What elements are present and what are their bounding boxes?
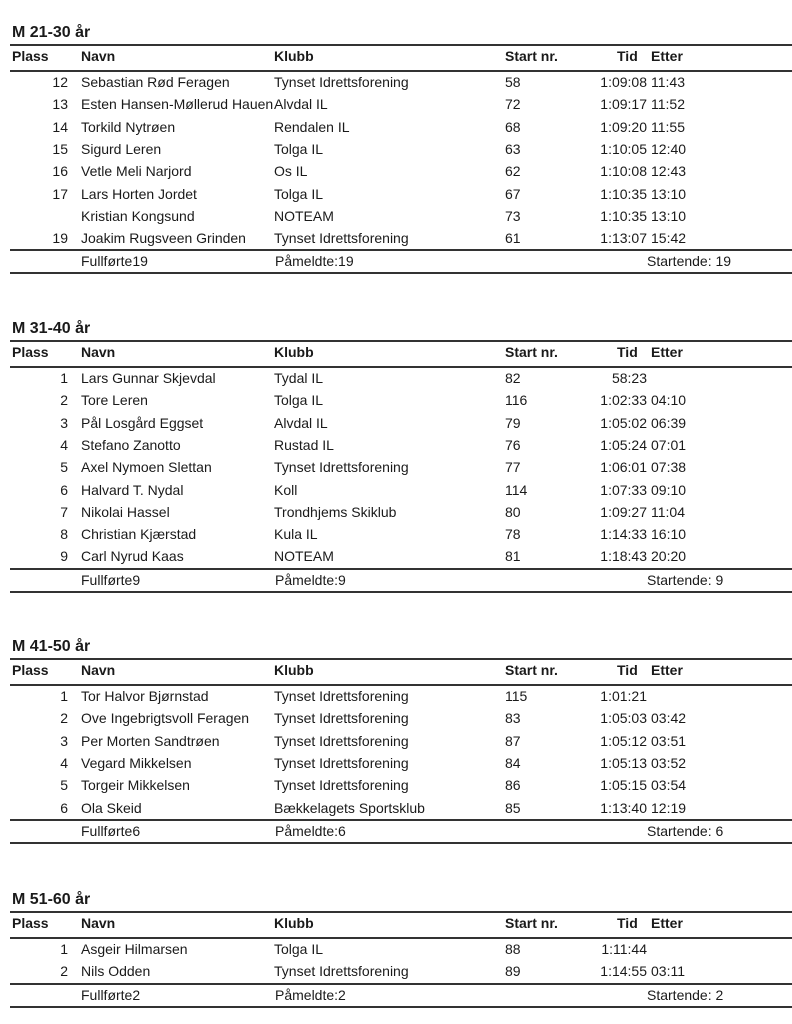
- cell-klubb: Os IL: [274, 163, 308, 180]
- result-row: [0, 160, 792, 182]
- cell-start-nr: 78: [505, 526, 521, 543]
- cell-tid: 58:23: [611, 370, 647, 386]
- cell-plass: 3: [60, 732, 68, 749]
- cell-etter: 11:43: [651, 74, 685, 90]
- cell-navn: Vetle Meli Narjord: [81, 163, 192, 180]
- section-footer: [0, 250, 792, 272]
- result-row: [0, 685, 792, 707]
- col-header-start-nr: Start nr.: [505, 48, 558, 64]
- cell-etter: 06:39: [651, 414, 687, 431]
- cell-tid: 1:07:33: [600, 481, 647, 498]
- col-header-navn: Navn: [81, 662, 116, 678]
- cell-klubb: Koll: [274, 481, 298, 498]
- header-top-rule: [10, 340, 792, 342]
- result-row: [0, 938, 792, 960]
- cell-plass: 19: [52, 230, 68, 247]
- cell-tid: 1:09:27: [600, 503, 647, 520]
- header-top-rule: [10, 44, 792, 46]
- cell-navn: Vegard Mikkelsen: [81, 754, 192, 771]
- result-row: [0, 183, 792, 205]
- cell-start-nr: 77: [505, 459, 521, 476]
- footer-pameldte: Påmeldte:6: [275, 822, 346, 839]
- col-header-navn: Navn: [81, 915, 116, 931]
- cell-etter: 12:40: [651, 140, 687, 157]
- cell-etter: 20:20: [651, 548, 687, 565]
- cell-start-nr: 86: [505, 777, 521, 794]
- cell-navn: Stefano Zanotto: [81, 436, 181, 453]
- cell-klubb: NOTEAM: [274, 207, 334, 224]
- cell-navn: Per Morten Sandtrøen: [81, 732, 220, 749]
- result-row: [0, 412, 792, 434]
- col-header-klubb: Klubb: [274, 915, 314, 931]
- footer-startende: Startende: 9: [647, 571, 724, 588]
- col-header-tid: Tid: [617, 48, 638, 64]
- result-row: [0, 434, 792, 456]
- result-row: [0, 960, 792, 982]
- cell-klubb: Tynset Idrettsforening: [274, 963, 409, 980]
- cell-klubb: NOTEAM: [274, 548, 334, 565]
- cell-start-nr: 81: [505, 548, 521, 565]
- result-row: [0, 752, 792, 774]
- cell-navn: Sigurd Leren: [81, 140, 162, 157]
- footer-pameldte: Påmeldte:19: [275, 253, 354, 270]
- cell-tid: 1:10:05: [600, 140, 647, 157]
- result-row: [0, 501, 792, 523]
- cell-navn: Torgeir Mikkelsen: [81, 777, 190, 794]
- cell-tid: 1:09:20: [600, 118, 647, 135]
- cell-navn: Nikolai Hassel: [81, 503, 170, 520]
- cell-plass: 2: [60, 710, 68, 727]
- header-top-rule: [10, 658, 792, 660]
- cell-klubb: Bækkelagets Sportsklub: [274, 799, 425, 816]
- cell-plass: 13: [52, 96, 68, 113]
- cell-start-nr: 80: [505, 503, 521, 520]
- col-header-navn: Navn: [81, 344, 116, 360]
- cell-start-nr: 83: [505, 710, 521, 727]
- cell-klubb: Tynset Idrettsforening: [274, 459, 409, 476]
- result-row: [0, 545, 792, 567]
- cell-etter: 03:42: [651, 710, 687, 727]
- cell-klubb: Tynset Idrettsforening: [274, 688, 409, 704]
- cell-klubb: Rendalen IL: [274, 118, 350, 135]
- footer-fullforte: Fullførte6: [81, 822, 141, 839]
- column-header-row: [0, 48, 792, 66]
- cell-start-nr: 115: [505, 688, 528, 704]
- cell-tid: 1:14:55: [600, 963, 647, 980]
- cell-klubb: Tynset Idrettsforening: [274, 74, 409, 90]
- cell-etter: 03:51: [651, 732, 687, 749]
- cell-etter: 03:54: [651, 777, 687, 794]
- cell-tid: 1:09:08: [600, 74, 647, 90]
- cell-navn: Axel Nymoen Slettan: [81, 459, 212, 476]
- section-footer: [0, 984, 792, 1006]
- cell-tid: 1:11:44: [601, 941, 647, 957]
- cell-navn: Pål Losgård Eggset: [81, 414, 204, 431]
- cell-navn: Nils Odden: [81, 963, 151, 980]
- cell-tid: 1:05:15: [600, 777, 647, 794]
- col-header-plass: Plass: [12, 915, 49, 931]
- cell-start-nr: 61: [505, 230, 521, 247]
- section-footer: [0, 820, 792, 842]
- cell-start-nr: 116: [505, 392, 528, 409]
- cell-tid: 1:05:13: [600, 754, 647, 771]
- cell-etter: 11:55: [651, 118, 685, 135]
- cell-plass: 3: [60, 414, 68, 431]
- cell-plass: 8: [60, 526, 68, 543]
- result-row: [0, 797, 792, 819]
- cell-plass: 1: [60, 370, 68, 386]
- cell-tid: 1:05:12: [600, 732, 647, 749]
- result-row: [0, 205, 792, 227]
- result-row: [0, 389, 792, 411]
- result-row: [0, 523, 792, 545]
- footer-bottom-rule: [10, 272, 792, 274]
- cell-navn: Halvard T. Nydal: [81, 481, 184, 498]
- cell-navn: Joakim Rugsveen Grinden: [81, 230, 246, 247]
- col-header-klubb: Klubb: [274, 344, 314, 360]
- cell-tid: 1:02:33: [600, 392, 647, 409]
- cell-plass: 7: [60, 503, 68, 520]
- cell-klubb: Tynset Idrettsforening: [274, 710, 409, 727]
- col-header-start-nr: Start nr.: [505, 915, 558, 931]
- cell-klubb: Rustad IL: [274, 436, 334, 453]
- section-title: M 41-50 år: [12, 638, 91, 655]
- col-header-start-nr: Start nr.: [505, 344, 558, 360]
- cell-plass: 6: [60, 481, 68, 498]
- cell-tid: 1:05:02: [600, 414, 647, 431]
- cell-tid: 1:10:35: [600, 185, 647, 202]
- cell-navn: Carl Nyrud Kaas: [81, 548, 184, 565]
- col-header-tid: Tid: [617, 915, 638, 931]
- cell-tid: 1:06:01: [600, 459, 647, 476]
- cell-tid: 1:05:03: [600, 710, 647, 727]
- cell-navn: Kristian Kongsund: [81, 207, 195, 224]
- cell-etter: 04:10: [651, 392, 687, 409]
- result-row: [0, 730, 792, 752]
- result-row: [0, 456, 792, 478]
- cell-klubb: Tynset Idrettsforening: [274, 732, 409, 749]
- cell-klubb: Tynset Idrettsforening: [274, 230, 409, 247]
- cell-klubb: Kula IL: [274, 526, 318, 543]
- cell-start-nr: 63: [505, 140, 521, 157]
- cell-tid: 1:09:17: [600, 96, 647, 113]
- footer-pameldte: Påmeldte:9: [275, 571, 346, 588]
- footer-bottom-rule: [10, 1006, 792, 1008]
- cell-plass: 1: [60, 688, 68, 704]
- cell-start-nr: 67: [505, 185, 521, 202]
- footer-fullforte: Fullførte19: [81, 253, 148, 270]
- cell-plass: 2: [60, 963, 68, 980]
- cell-etter: 11:04: [651, 503, 685, 520]
- cell-tid: 1:05:24: [600, 436, 647, 453]
- cell-tid: 1:10:08: [600, 163, 647, 180]
- cell-start-nr: 79: [505, 414, 521, 431]
- cell-etter: 03:11: [651, 963, 685, 980]
- cell-plass: 6: [60, 799, 68, 816]
- col-header-plass: Plass: [12, 662, 49, 678]
- cell-klubb: Tolga IL: [274, 140, 324, 157]
- cell-etter: 03:52: [651, 754, 687, 771]
- footer-startende: Startende: 6: [647, 822, 724, 839]
- col-header-plass: Plass: [12, 344, 49, 360]
- col-header-plass: Plass: [12, 48, 49, 64]
- cell-plass: 17: [52, 185, 68, 202]
- col-header-etter: Etter: [651, 48, 683, 64]
- cell-klubb: Tydal IL: [274, 370, 324, 386]
- section-title: M 21-30 år: [12, 24, 91, 41]
- cell-klubb: Tolga IL: [274, 941, 324, 957]
- col-header-klubb: Klubb: [274, 662, 314, 678]
- cell-start-nr: 76: [505, 436, 521, 453]
- cell-navn: Ola Skeid: [81, 799, 142, 816]
- cell-start-nr: 88: [505, 941, 521, 957]
- cell-etter: 16:10: [651, 526, 687, 543]
- cell-start-nr: 84: [505, 754, 521, 771]
- cell-plass: 12: [52, 74, 68, 90]
- cell-tid: 1:01:21: [600, 688, 647, 704]
- section-title: M 51-60 år: [12, 891, 91, 908]
- result-row: [0, 479, 792, 501]
- cell-navn: Sebastian Rød Feragen: [81, 74, 230, 90]
- cell-klubb: Tynset Idrettsforening: [274, 754, 409, 771]
- cell-plass: 16: [52, 163, 68, 180]
- result-row: [0, 774, 792, 796]
- result-row: [0, 227, 792, 249]
- cell-plass: 1: [60, 941, 68, 957]
- cell-plass: 4: [60, 754, 68, 771]
- column-header-row: [0, 662, 792, 680]
- cell-navn: Torkild Nytrøen: [81, 118, 176, 135]
- cell-klubb: Tynset Idrettsforening: [274, 777, 409, 794]
- footer-pameldte: Påmeldte:2: [275, 986, 346, 1003]
- footer-startende: Startende: 2: [647, 986, 724, 1003]
- cell-etter: 11:52: [651, 96, 685, 113]
- cell-tid: 1:14:33: [600, 526, 647, 543]
- col-header-klubb: Klubb: [274, 48, 314, 64]
- col-header-tid: Tid: [617, 662, 638, 678]
- header-top-rule: [10, 911, 792, 913]
- cell-start-nr: 89: [505, 963, 521, 980]
- cell-tid: 1:13:07: [600, 230, 647, 247]
- cell-navn: Ove Ingebrigtsvoll Feragen: [81, 710, 250, 727]
- cell-start-nr: 73: [505, 207, 521, 224]
- cell-etter: 12:19: [651, 799, 687, 816]
- cell-plass: 9: [60, 548, 68, 565]
- cell-start-nr: 82: [505, 370, 521, 386]
- cell-navn: Christian Kjærstad: [81, 526, 197, 543]
- result-row: [0, 707, 792, 729]
- cell-etter: 09:10: [651, 481, 687, 498]
- cell-start-nr: 87: [505, 732, 521, 749]
- col-header-etter: Etter: [651, 662, 683, 678]
- cell-navn: Esten Hansen-Møllerud Hauen: [81, 96, 274, 113]
- cell-plass: 2: [60, 392, 68, 409]
- cell-plass: 5: [60, 777, 68, 794]
- footer-fullforte: Fullførte2: [81, 986, 141, 1003]
- footer-bottom-rule: [10, 842, 792, 844]
- cell-start-nr: 85: [505, 799, 521, 816]
- cell-klubb: Alvdal IL: [274, 96, 328, 113]
- cell-start-nr: 72: [505, 96, 521, 113]
- cell-tid: 1:13:40: [600, 799, 647, 816]
- cell-klubb: Tolga IL: [274, 185, 324, 202]
- cell-etter: 13:10: [651, 185, 687, 202]
- cell-etter: 07:38: [651, 459, 687, 476]
- result-row: [0, 93, 792, 115]
- footer-startende: Startende: 19: [647, 253, 732, 270]
- cell-navn: Lars Gunnar Skjevdal: [81, 370, 216, 386]
- result-row: [0, 71, 792, 93]
- column-header-row: [0, 344, 792, 362]
- col-header-tid: Tid: [617, 344, 638, 360]
- cell-start-nr: 58: [505, 74, 521, 90]
- column-header-row: [0, 915, 792, 933]
- cell-klubb: Tolga IL: [274, 392, 324, 409]
- col-header-etter: Etter: [651, 915, 683, 931]
- result-row: [0, 367, 792, 389]
- cell-start-nr: 114: [505, 481, 528, 498]
- col-header-navn: Navn: [81, 48, 116, 64]
- cell-start-nr: 62: [505, 163, 521, 180]
- cell-navn: Lars Horten Jordet: [81, 185, 197, 202]
- result-row: [0, 116, 792, 138]
- col-header-etter: Etter: [651, 344, 683, 360]
- cell-tid: 1:10:35: [600, 207, 647, 224]
- footer-fullforte: Fullførte9: [81, 571, 141, 588]
- section-footer: [0, 569, 792, 591]
- cell-etter: 07:01: [651, 436, 687, 453]
- result-row: [0, 138, 792, 160]
- cell-klubb: Trondhjems Skiklub: [274, 503, 397, 520]
- cell-plass: 4: [60, 436, 68, 453]
- cell-tid: 1:18:43: [600, 548, 647, 565]
- cell-klubb: Alvdal IL: [274, 414, 328, 431]
- cell-etter: 15:42: [651, 230, 687, 247]
- cell-etter: 13:10: [651, 207, 687, 224]
- section-title: M 31-40 år: [12, 320, 91, 337]
- footer-bottom-rule: [10, 591, 792, 593]
- cell-navn: Tore Leren: [81, 392, 148, 409]
- col-header-start-nr: Start nr.: [505, 662, 558, 678]
- cell-navn: Asgeir Hilmarsen: [81, 941, 188, 957]
- cell-navn: Tor Halvor Bjørnstad: [81, 688, 209, 704]
- cell-plass: 14: [52, 118, 68, 135]
- cell-plass: 15: [52, 140, 68, 157]
- cell-etter: 12:43: [651, 163, 687, 180]
- cell-start-nr: 68: [505, 118, 521, 135]
- cell-plass: 5: [60, 459, 68, 476]
